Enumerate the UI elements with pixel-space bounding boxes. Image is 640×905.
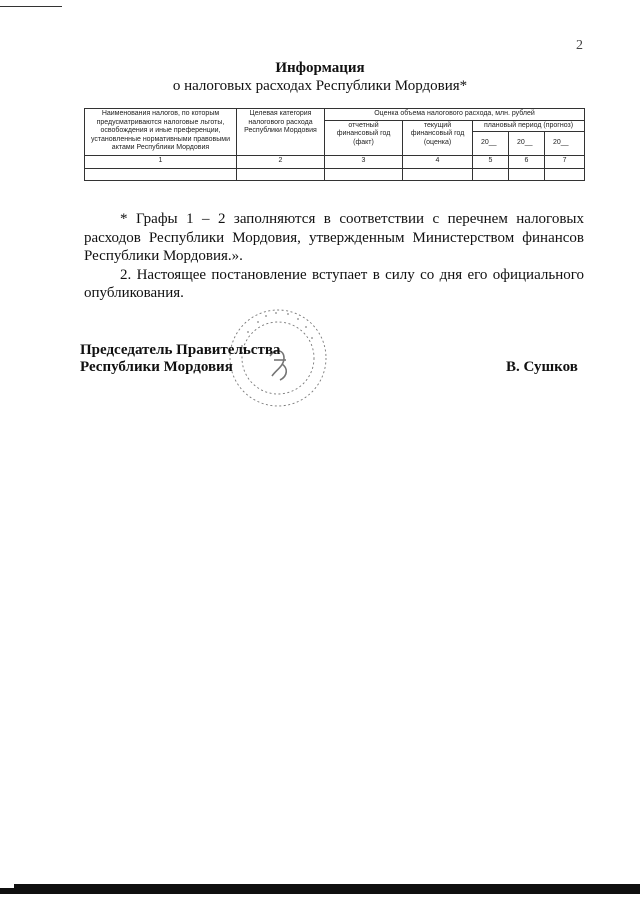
table-cell bbox=[473, 168, 509, 180]
table-cell bbox=[237, 168, 325, 180]
column-number: 3 bbox=[325, 156, 403, 169]
header-target-category: Целевая категория налогового расхода Республики Мордовия bbox=[237, 109, 325, 156]
column-number: 5 bbox=[473, 156, 509, 169]
footnote-paragraph: * Графы 1 – 2 заполняются в соответствии с перечнем налоговых расходов Республики Мордовия, утвержденным Министерством финансов Республики Мордовия.». bbox=[84, 211, 584, 264]
header-plan-period: плановый период (прогноз) bbox=[473, 120, 585, 132]
effective-date-paragraph: 2. Настоящее постановление вступает в силу со дня его официального опубликования. bbox=[84, 266, 584, 301]
document-subtitle: о налоговых расходах Республики Мордовия* bbox=[172, 78, 468, 94]
table-cell bbox=[403, 168, 473, 180]
header-estimate: Оценка объема налогового расхода, млн. рублей bbox=[325, 109, 585, 121]
column-number-row bbox=[85, 156, 585, 169]
column-number: 2 bbox=[237, 156, 325, 169]
top-rule bbox=[0, 6, 62, 7]
table-cell bbox=[545, 168, 585, 180]
table-cell bbox=[509, 168, 545, 180]
column-number: 1 bbox=[85, 156, 237, 169]
table-cell bbox=[325, 168, 403, 180]
column-number: 7 bbox=[545, 156, 585, 169]
header-reporting-year: отчетный финансовый год (факт) bbox=[325, 120, 403, 156]
column-number: 6 bbox=[509, 156, 545, 169]
signature-block bbox=[80, 342, 280, 376]
header-tax-names: Наименования налогов, по которым предусматриваются налоговые льготы, освобождения и иные преференции, установленные нормативными правовыми актами Республики Мордовия bbox=[85, 109, 237, 156]
scan-bottom-band bbox=[14, 884, 640, 894]
signer-name: В. Сушков bbox=[506, 359, 578, 375]
header-plan-year-3: 20__ bbox=[545, 132, 585, 156]
signer-position-line2: Республики Мордовия bbox=[80, 359, 233, 375]
table-row bbox=[85, 168, 585, 180]
tax-expenditure-table bbox=[84, 108, 585, 181]
header-current-year: текущий финансовый год (оценка) bbox=[403, 120, 473, 156]
signer-position-line1: Председатель Правительства bbox=[80, 342, 281, 358]
footnote-section bbox=[84, 210, 584, 303]
column-number: 4 bbox=[403, 156, 473, 169]
header-plan-year-2: 20__ bbox=[509, 132, 545, 156]
table-cell bbox=[85, 168, 237, 180]
page-number: 2 bbox=[576, 38, 583, 53]
document-title: Информация bbox=[275, 60, 365, 76]
scan-edge bbox=[0, 888, 14, 894]
header-plan-year-1: 20__ bbox=[473, 132, 509, 156]
